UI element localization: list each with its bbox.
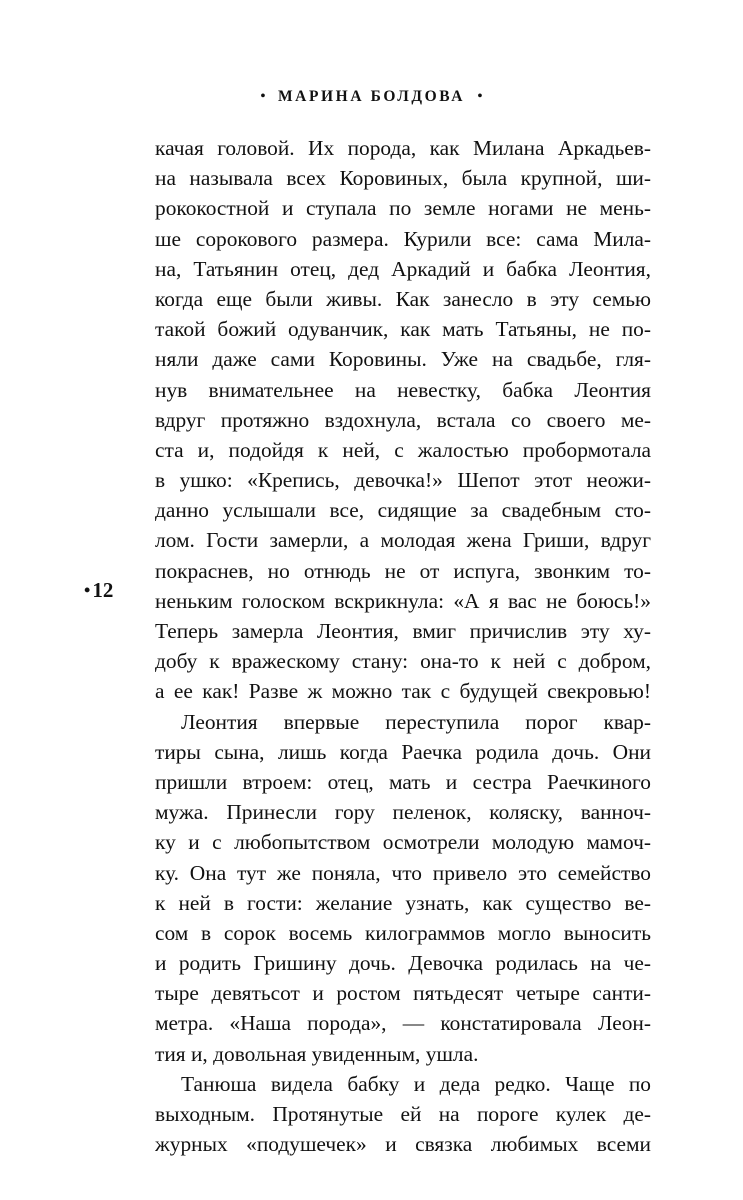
text-line: на, Татьянин отец, дед Аркадий и бабка Леонтия, bbox=[155, 256, 651, 281]
text-line: покраснев, но отнюдь не от испуга, звонким то- bbox=[155, 558, 651, 583]
text-line: рококостной и ступала по земле ногами не мень- bbox=[155, 196, 651, 221]
paragraph bbox=[155, 133, 651, 707]
text-line: выходным. Протянутые ей на пороге кулек де- bbox=[155, 1102, 651, 1126]
text-line: неньким голоском вскрикнула: «А я вас не боюсь!» bbox=[155, 588, 651, 613]
text-line: данно услышали все, сидящие за свадебным сто- bbox=[155, 498, 651, 523]
text-line: вдруг протяжно вздохнула, встала со своего ме- bbox=[155, 407, 651, 432]
page-number: 12 bbox=[92, 578, 114, 602]
text-line: добу к вражескому стану: она-то к ней с добром, bbox=[155, 649, 651, 674]
text-line: метра. «Наша порода», — констатировала Леон- bbox=[155, 1011, 651, 1036]
text-line: журных «подушечек» и связка любимых всеми bbox=[155, 1132, 651, 1157]
text-line: сом в сорок восемь килограммов могло выносить bbox=[155, 920, 651, 945]
running-head-bullet-right: • bbox=[477, 89, 483, 104]
body-text bbox=[155, 133, 651, 1159]
text-line: на называла всех Коровиных, была крупной, ши- bbox=[155, 166, 651, 191]
running-head bbox=[0, 87, 743, 107]
text-line: Теперь замерла Леонтия, вмиг причислив эту ху- bbox=[155, 619, 651, 643]
text-line: ку и с любопытством осмотрели молодую мамоч- bbox=[155, 830, 651, 855]
text-line: и родить Гришину дочь. Девочка родилась на че- bbox=[155, 951, 651, 976]
text-line: лом. Гости замерли, а молодая жена Гриши, вдруг bbox=[155, 528, 651, 553]
text-line: Танюша видела бабку и деда редко. Чаще по bbox=[181, 1071, 651, 1096]
text-line: ше сорокового размера. Курили все: сама Мила- bbox=[155, 226, 651, 251]
text-line: ку. Она тут же поняла, что привело это семейство bbox=[155, 860, 651, 885]
folio-bullet: • bbox=[84, 580, 91, 600]
paragraph bbox=[155, 707, 651, 1069]
text-line: тиры сына, лишь когда Раечка родила дочь. Они bbox=[155, 739, 651, 764]
paragraph bbox=[155, 1069, 651, 1160]
page-folio bbox=[84, 577, 113, 603]
text-line: тыре девятьсот и ростом пятьдесят четыре санти- bbox=[155, 981, 651, 1006]
text-line: нув внимательнее на невестку, бабка Леонтия bbox=[155, 377, 651, 402]
text-line: когда еще были живы. Как занесло в эту семью bbox=[155, 286, 651, 311]
text-line: мужа. Принесли гору пеленок, коляску, ванноч- bbox=[155, 800, 651, 825]
text-line: ста и, подойдя к ней, с жалостью пробормотала bbox=[155, 437, 651, 462]
text-line: к ней в гости: желание узнать, как существо ве- bbox=[155, 890, 651, 915]
text-line: пришли втроем: отец, мать и сестра Раечкиного bbox=[155, 769, 651, 794]
text-line: Леонтия впервые переступила порог квар- bbox=[181, 709, 651, 734]
running-head-bullet-left: • bbox=[260, 89, 266, 104]
text-line: а ее как! Разве ж можно так с будущей свекровью! bbox=[155, 679, 651, 704]
text-line: няли даже сами Коровины. Уже на свадьбе, гля- bbox=[155, 347, 651, 372]
text-line: такой божий одуванчик, как мать Татьяны, не по- bbox=[155, 317, 651, 342]
text-line: тия и, довольная увиденным, ушла. bbox=[155, 1041, 479, 1066]
text-line: качая головой. Их порода, как Милана Аркадьев- bbox=[155, 136, 651, 160]
running-head-author: МАРИНА БОЛДОВА bbox=[277, 88, 466, 105]
text-line: в ушко: «Крепись, девочка!» Шепот этот неожи- bbox=[155, 468, 651, 493]
